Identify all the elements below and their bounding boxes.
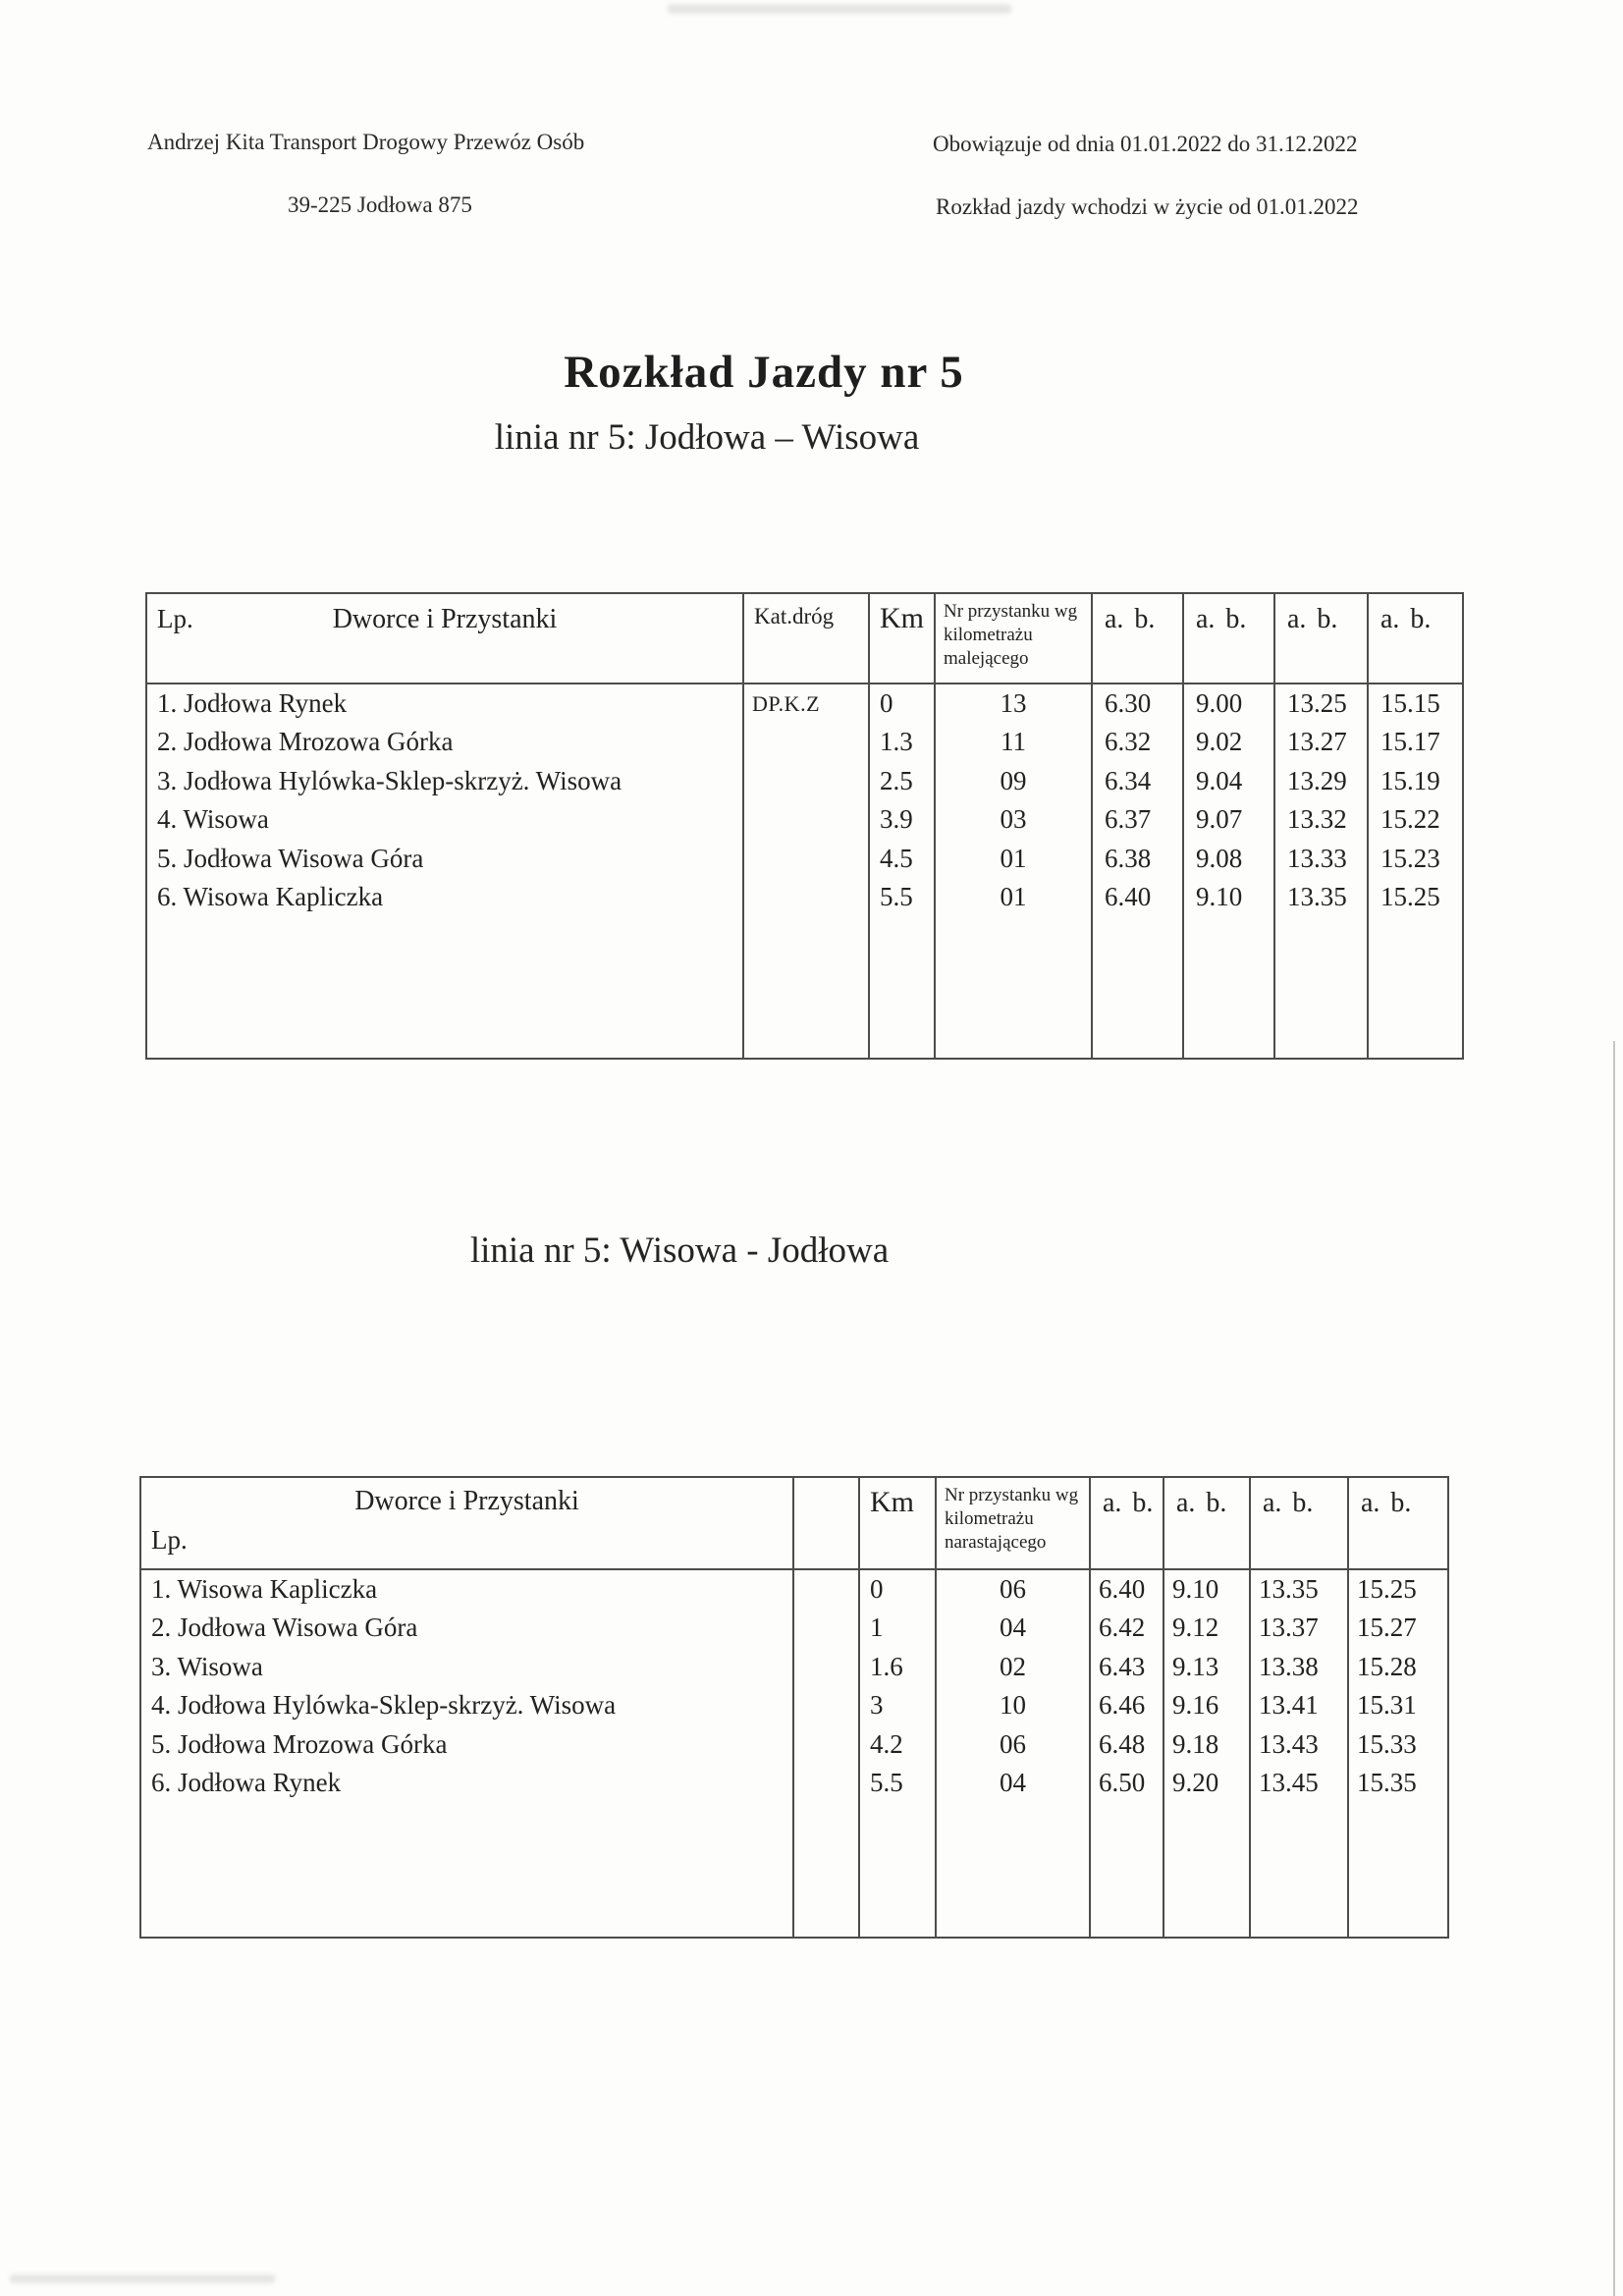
km-value: 5.5 [870,1767,903,1797]
lp-header-label: Lp. [157,604,193,633]
departure-time: 6.50 [1099,1767,1146,1797]
document-title: Rozkład Jazdy nr 5 [564,347,964,398]
departure-time: 6.37 [1105,804,1152,835]
departure-time: 13.25 [1287,688,1347,718]
course-3-times [1274,683,1368,1059]
departure-time: 15.23 [1380,843,1440,873]
company-address: 39-225 Jodłowa 875 [288,192,472,217]
departure-time: 13.27 [1287,727,1347,757]
departure-time: 6.40 [1105,881,1152,911]
stops-header-label: Dworce i Przystanki [332,604,558,634]
km-value: 1.3 [880,727,913,757]
lp-header-label: Lp. [151,1525,188,1555]
departure-time: 15.33 [1357,1728,1417,1759]
departure-time: 6.32 [1105,727,1152,757]
stop-number-value: 04 [1000,1767,1026,1797]
road-category-value [744,840,868,878]
km-value: 4.5 [880,843,913,873]
scan-artifact-top [668,4,1011,14]
km-value: 1 [870,1613,884,1643]
stop-name: 4. Wisowa [157,804,269,835]
departure-time: 9.00 [1196,688,1243,718]
departure-time: 13.35 [1259,1574,1319,1604]
departure-time: 6.40 [1099,1574,1146,1604]
departure-time: 13.45 [1259,1767,1319,1797]
departure-time: 13.38 [1259,1651,1319,1681]
header-km: Km [859,1477,936,1569]
departure-time: 9.04 [1196,765,1243,795]
km-column [859,1569,936,1938]
road-category-value: DP.K.Z [752,691,821,716]
header-empty-column [793,1477,859,1569]
stop-number-value: 06 [1000,1728,1026,1759]
validity-period: Obowiązuje od dnia 01.01.2022 do 31.12.2022 [933,132,1358,156]
road-category-value [744,878,868,916]
header-course-3: a. b. [1250,1477,1348,1569]
departure-time: 13.32 [1287,804,1347,835]
timetable-jodlowa-wisowa [145,592,1464,1060]
departure-time: 13.37 [1259,1613,1319,1643]
line-direction-1-subtitle: linia nr 5: Jodłowa – Wisowa [494,417,920,458]
departure-time: 15.19 [1380,765,1440,795]
scan-artifact-bottom [10,2274,275,2283]
departure-time: 6.30 [1105,688,1152,718]
departure-time: 15.27 [1357,1613,1417,1643]
stop-name: 6. Jodłowa Rynek [151,1767,342,1797]
empty-column [793,1569,859,1938]
header-km: Km [869,593,935,683]
stops-column [140,1569,793,1938]
line-direction-2-subtitle: linia nr 5: Wisowa - Jodłowa [469,1230,890,1271]
km-value: 1.6 [870,1651,903,1681]
stop-number-value: 10 [1000,1690,1026,1721]
course-4-times [1348,1569,1448,1938]
header-course-4: a. b. [1368,593,1463,683]
stops-column [146,683,743,1059]
departure-time: 6.42 [1099,1613,1146,1643]
departure-time: 15.25 [1357,1574,1417,1604]
stop-name: 6. Wisowa Kapliczka [157,881,384,911]
stop-name: 5. Jodłowa Mrozowa Górka [151,1728,448,1759]
departure-time: 6.46 [1099,1690,1146,1721]
departure-time: 15.35 [1357,1767,1417,1797]
departure-time: 15.28 [1357,1651,1417,1681]
header-course-3: a. b. [1274,593,1368,683]
km-value: 3 [870,1690,884,1721]
stop-name: 2. Jodłowa Wisowa Góra [151,1613,418,1643]
km-value: 0 [880,688,893,718]
departure-time: 15.31 [1357,1690,1417,1721]
course-2-times [1163,1569,1250,1938]
departure-time: 6.43 [1099,1651,1146,1681]
course-1-times [1090,1569,1163,1938]
departure-time: 13.33 [1287,843,1347,873]
stop-number-value: 02 [1000,1651,1026,1681]
departure-time: 15.17 [1380,727,1440,757]
stop-number-value: 01 [1000,881,1027,911]
km-value: 4.2 [870,1728,903,1759]
header-stop-number-falling: Nr przystanku wg kilometrażu malejącego [935,593,1092,683]
header-course-1: a. b. [1092,593,1183,683]
scan-artifact-edge [1613,1041,1615,2296]
stops-header-label: Dworce i Przystanki [354,1486,579,1516]
departure-time: 9.10 [1196,881,1243,911]
road-category-value [744,723,868,761]
stop-number-value: 04 [1000,1613,1026,1643]
stop-number-value: 06 [1000,1574,1026,1604]
header-course-4: a. b. [1348,1477,1448,1569]
departure-time: 13.29 [1287,765,1347,795]
departure-time: 9.20 [1172,1767,1219,1797]
km-value: 2.5 [880,765,913,795]
stop-name: 4. Jodłowa Hylówka-Sklep-skrzyż. Wisowa [151,1690,617,1721]
course-1-times [1092,683,1183,1059]
timetable-wisowa-jodlowa [139,1476,1449,1939]
company-name: Andrzej Kita Transport Drogowy Przewóz Osób [147,130,585,154]
header-course-2: a. b. [1183,593,1274,683]
stop-name: 2. Jodłowa Mrozowa Górka [157,727,454,757]
departure-time: 13.41 [1259,1690,1319,1721]
stop-name: 5. Jodłowa Wisowa Góra [157,843,424,873]
departure-time: 13.35 [1287,881,1347,911]
departure-time: 9.08 [1196,843,1243,873]
stop-number-value: 13 [1000,688,1027,718]
departure-time: 6.34 [1105,765,1152,795]
stop-number-value: 11 [1001,727,1026,757]
stop-name: 1. Jodłowa Rynek [157,688,348,718]
header-road-category: Kat.dróg [743,593,869,683]
header-course-2: a. b. [1163,1477,1250,1569]
km-column [869,683,935,1059]
departure-time: 6.48 [1099,1728,1146,1759]
stop-name: 1. Wisowa Kapliczka [151,1574,378,1604]
course-2-times [1183,683,1274,1059]
km-value: 5.5 [880,881,913,911]
stop-name: 3. Wisowa [151,1651,263,1681]
departure-time: 15.25 [1380,881,1440,911]
header-course-1: a. b. [1090,1477,1163,1569]
road-category-column [743,683,869,1059]
course-3-times [1250,1569,1348,1938]
departure-time: 9.12 [1172,1613,1219,1643]
departure-time: 9.18 [1172,1728,1219,1759]
stop-number-value: 01 [1000,843,1027,873]
departure-time: 15.22 [1380,804,1440,835]
road-category-value [744,800,868,839]
stop-number-column [935,683,1092,1059]
departure-time: 9.13 [1172,1651,1219,1681]
stop-name: 3. Jodłowa Hylówka-Sklep-skrzyż. Wisowa [157,765,622,795]
effective-date: Rozkład jazdy wchodzi w życie od 01.01.2022 [936,194,1359,219]
header-lp-stops [140,1477,793,1569]
header-lp-stops [146,593,743,683]
departure-time: 9.10 [1172,1574,1219,1604]
header-stop-number-rising: Nr przystanku wg kilometrażu narastającego [936,1477,1090,1569]
departure-time: 9.16 [1172,1690,1219,1721]
departure-time: 9.07 [1196,804,1243,835]
road-category-value [744,762,868,800]
stop-number-value: 03 [1000,804,1027,835]
departure-time: 15.15 [1380,688,1440,718]
stop-number-column [936,1569,1090,1938]
km-value: 3.9 [880,804,913,835]
departure-time: 9.02 [1196,727,1243,757]
km-value: 0 [870,1574,884,1604]
stop-number-value: 09 [1000,765,1027,795]
departure-time: 13.43 [1259,1728,1319,1759]
course-4-times [1368,683,1463,1059]
departure-time: 6.38 [1105,843,1152,873]
